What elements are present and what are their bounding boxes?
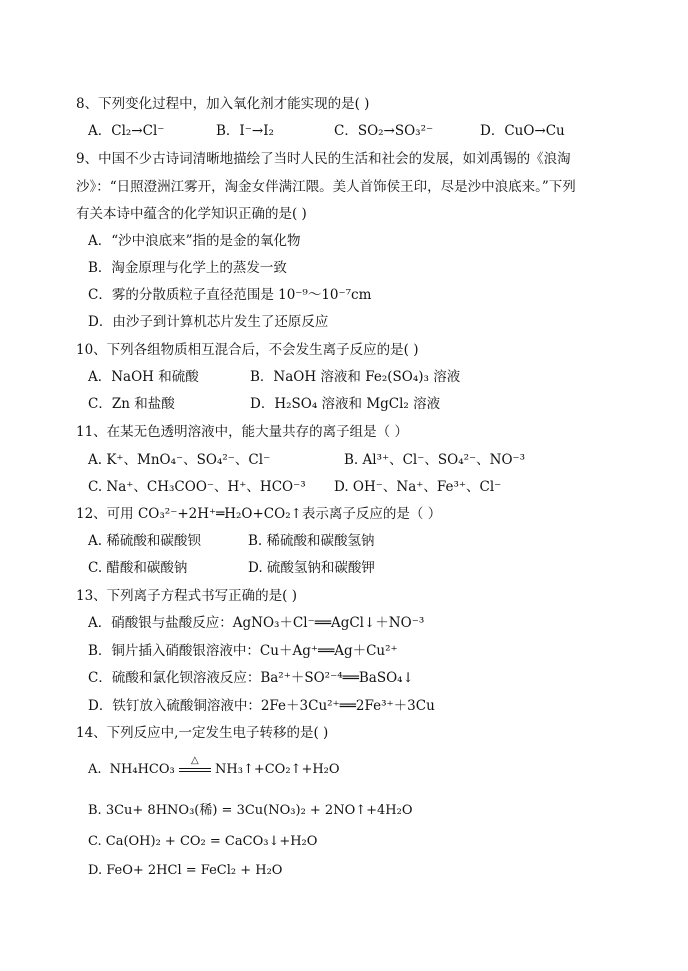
q14-option-a-label: A. xyxy=(88,762,102,777)
question-14-stem: 14、下列反应中,一定发生电子转移的是( ) xyxy=(76,725,329,741)
q9-option-d[interactable]: D．由沙子到计算机芯片发生了还原反应 xyxy=(88,314,329,330)
q14-option-a-reactant: NH₄HCO₃ xyxy=(109,762,175,777)
q8-option-a[interactable]: A．Cl₂→Cl⁻ xyxy=(88,123,165,139)
q12-option-a[interactable]: A. 稀硫酸和碳酸钡 xyxy=(88,533,201,549)
question-9-stem-line2: 沙》：“日照澄洲江雾开，淘金女伴满江隈。美人首饰侯王印，尽是沙中浪底来。”下列 xyxy=(76,179,576,195)
equal-line-bottom xyxy=(179,771,211,772)
question-11-stem: 11、在某无色透明溶液中，能大量共存的离子组是（ ） xyxy=(76,424,408,440)
equal-line-top xyxy=(179,768,211,769)
q14-option-b[interactable]: B. 3Cu+ 8HNO₃(稀) = 3Cu(NO₃)₂ + 2NO↑+4H₂O xyxy=(88,803,413,818)
q9-option-b[interactable]: B．淘金原理与化学上的蒸发一致 xyxy=(88,260,287,276)
q10-option-a[interactable]: A．NaOH 和硫酸 xyxy=(88,369,199,385)
question-9-stem-line3: 有关本诗中蕴含的化学知识正确的是( ) xyxy=(76,206,307,222)
heat-triangle-icon: △ xyxy=(191,754,199,766)
q14-option-a-products: NH₃↑+CO₂↑+H₂O xyxy=(215,762,340,777)
heat-condition-arrow xyxy=(179,754,211,777)
q11-option-c[interactable]: C. Na⁺、CH₃COO⁻、H⁺、HCO⁻³ xyxy=(88,479,306,495)
q12-option-b[interactable]: B. 稀硫酸和碳酸氢钠 xyxy=(248,533,375,549)
q8-option-c[interactable]: C．SO₂→SO₃²⁻ xyxy=(334,123,434,139)
q14-option-a[interactable] xyxy=(88,754,340,779)
question-13-stem: 13、下列离子方程式书写正确的是( ) xyxy=(76,588,298,604)
q10-option-d[interactable]: D．H₂SO₄ 溶液和 MgCl₂ 溶液 xyxy=(250,396,441,412)
q11-option-a[interactable]: A. K⁺、MnO₄⁻、SO₄²⁻、Cl⁻ xyxy=(88,452,271,468)
q9-option-c[interactable]: C．雾的分散质粒子直径范围是 10⁻⁹～10⁻⁷cm xyxy=(88,287,372,303)
question-9-stem-line1: 9、中国不少古诗词清晰地描绘了当时人民的生活和社会的发展，如刘禹锡的《浪淘 xyxy=(76,151,571,167)
q11-option-d[interactable]: D. OH⁻、Na⁺、Fe³⁺、Cl⁻ xyxy=(334,479,502,495)
q13-option-d[interactable]: D．铁钉放入硫酸铜溶液中：2Fe＋3Cu²⁺══2Fe³⁺＋3Cu xyxy=(88,698,435,714)
q10-option-b[interactable]: B．NaOH 溶液和 Fe₂(SO₄)₃ 溶液 xyxy=(250,369,461,385)
q8-option-b[interactable]: B．I⁻→I₂ xyxy=(216,123,274,139)
q13-option-c[interactable]: C．硫酸和氯化钡溶液反应：Ba²⁺＋SO²⁻⁴══BaSO₄↓ xyxy=(88,670,414,686)
q10-option-c[interactable]: C．Zn 和盐酸 xyxy=(88,396,175,412)
q12-option-d[interactable]: D. 硫酸氢钠和碳酸钾 xyxy=(248,560,375,576)
q13-option-a[interactable]: A．硝酸银与盐酸反应：AgNO₃＋Cl⁻══AgCl↓＋NO⁻³ xyxy=(88,615,425,631)
question-8-stem: 8、下列变化过程中，加入氧化剂才能实现的是( ) xyxy=(76,96,370,112)
q14-option-d[interactable]: D. FeO+ 2HCl = FeCl₂ + H₂O xyxy=(88,863,283,878)
q11-option-b[interactable]: B. Al³⁺、Cl⁻、SO₄²⁻、NO⁻³ xyxy=(344,452,526,468)
q12-option-c[interactable]: C. 醋酸和碳酸钠 xyxy=(88,560,188,576)
q13-option-b[interactable]: B．铜片插入硝酸银溶液中：Cu＋Ag⁺══Ag＋Cu²⁺ xyxy=(88,643,398,659)
q8-option-d[interactable]: D．CuO→Cu xyxy=(480,123,565,139)
q14-option-c[interactable]: C. Ca(OH)₂ + CO₂ = CaCO₃↓+H₂O xyxy=(88,834,318,849)
question-10-stem: 10、下列各组物质相互混合后，不会发生离子反应的是( ) xyxy=(76,342,419,358)
question-12-stem: 12、可用 CO₃²⁻+2H⁺═H₂O+CO₂↑表示离子反应的是（ ） xyxy=(76,506,442,522)
q9-option-a[interactable]: A．“沙中浪底来”指的是金的氧化物 xyxy=(88,233,301,249)
